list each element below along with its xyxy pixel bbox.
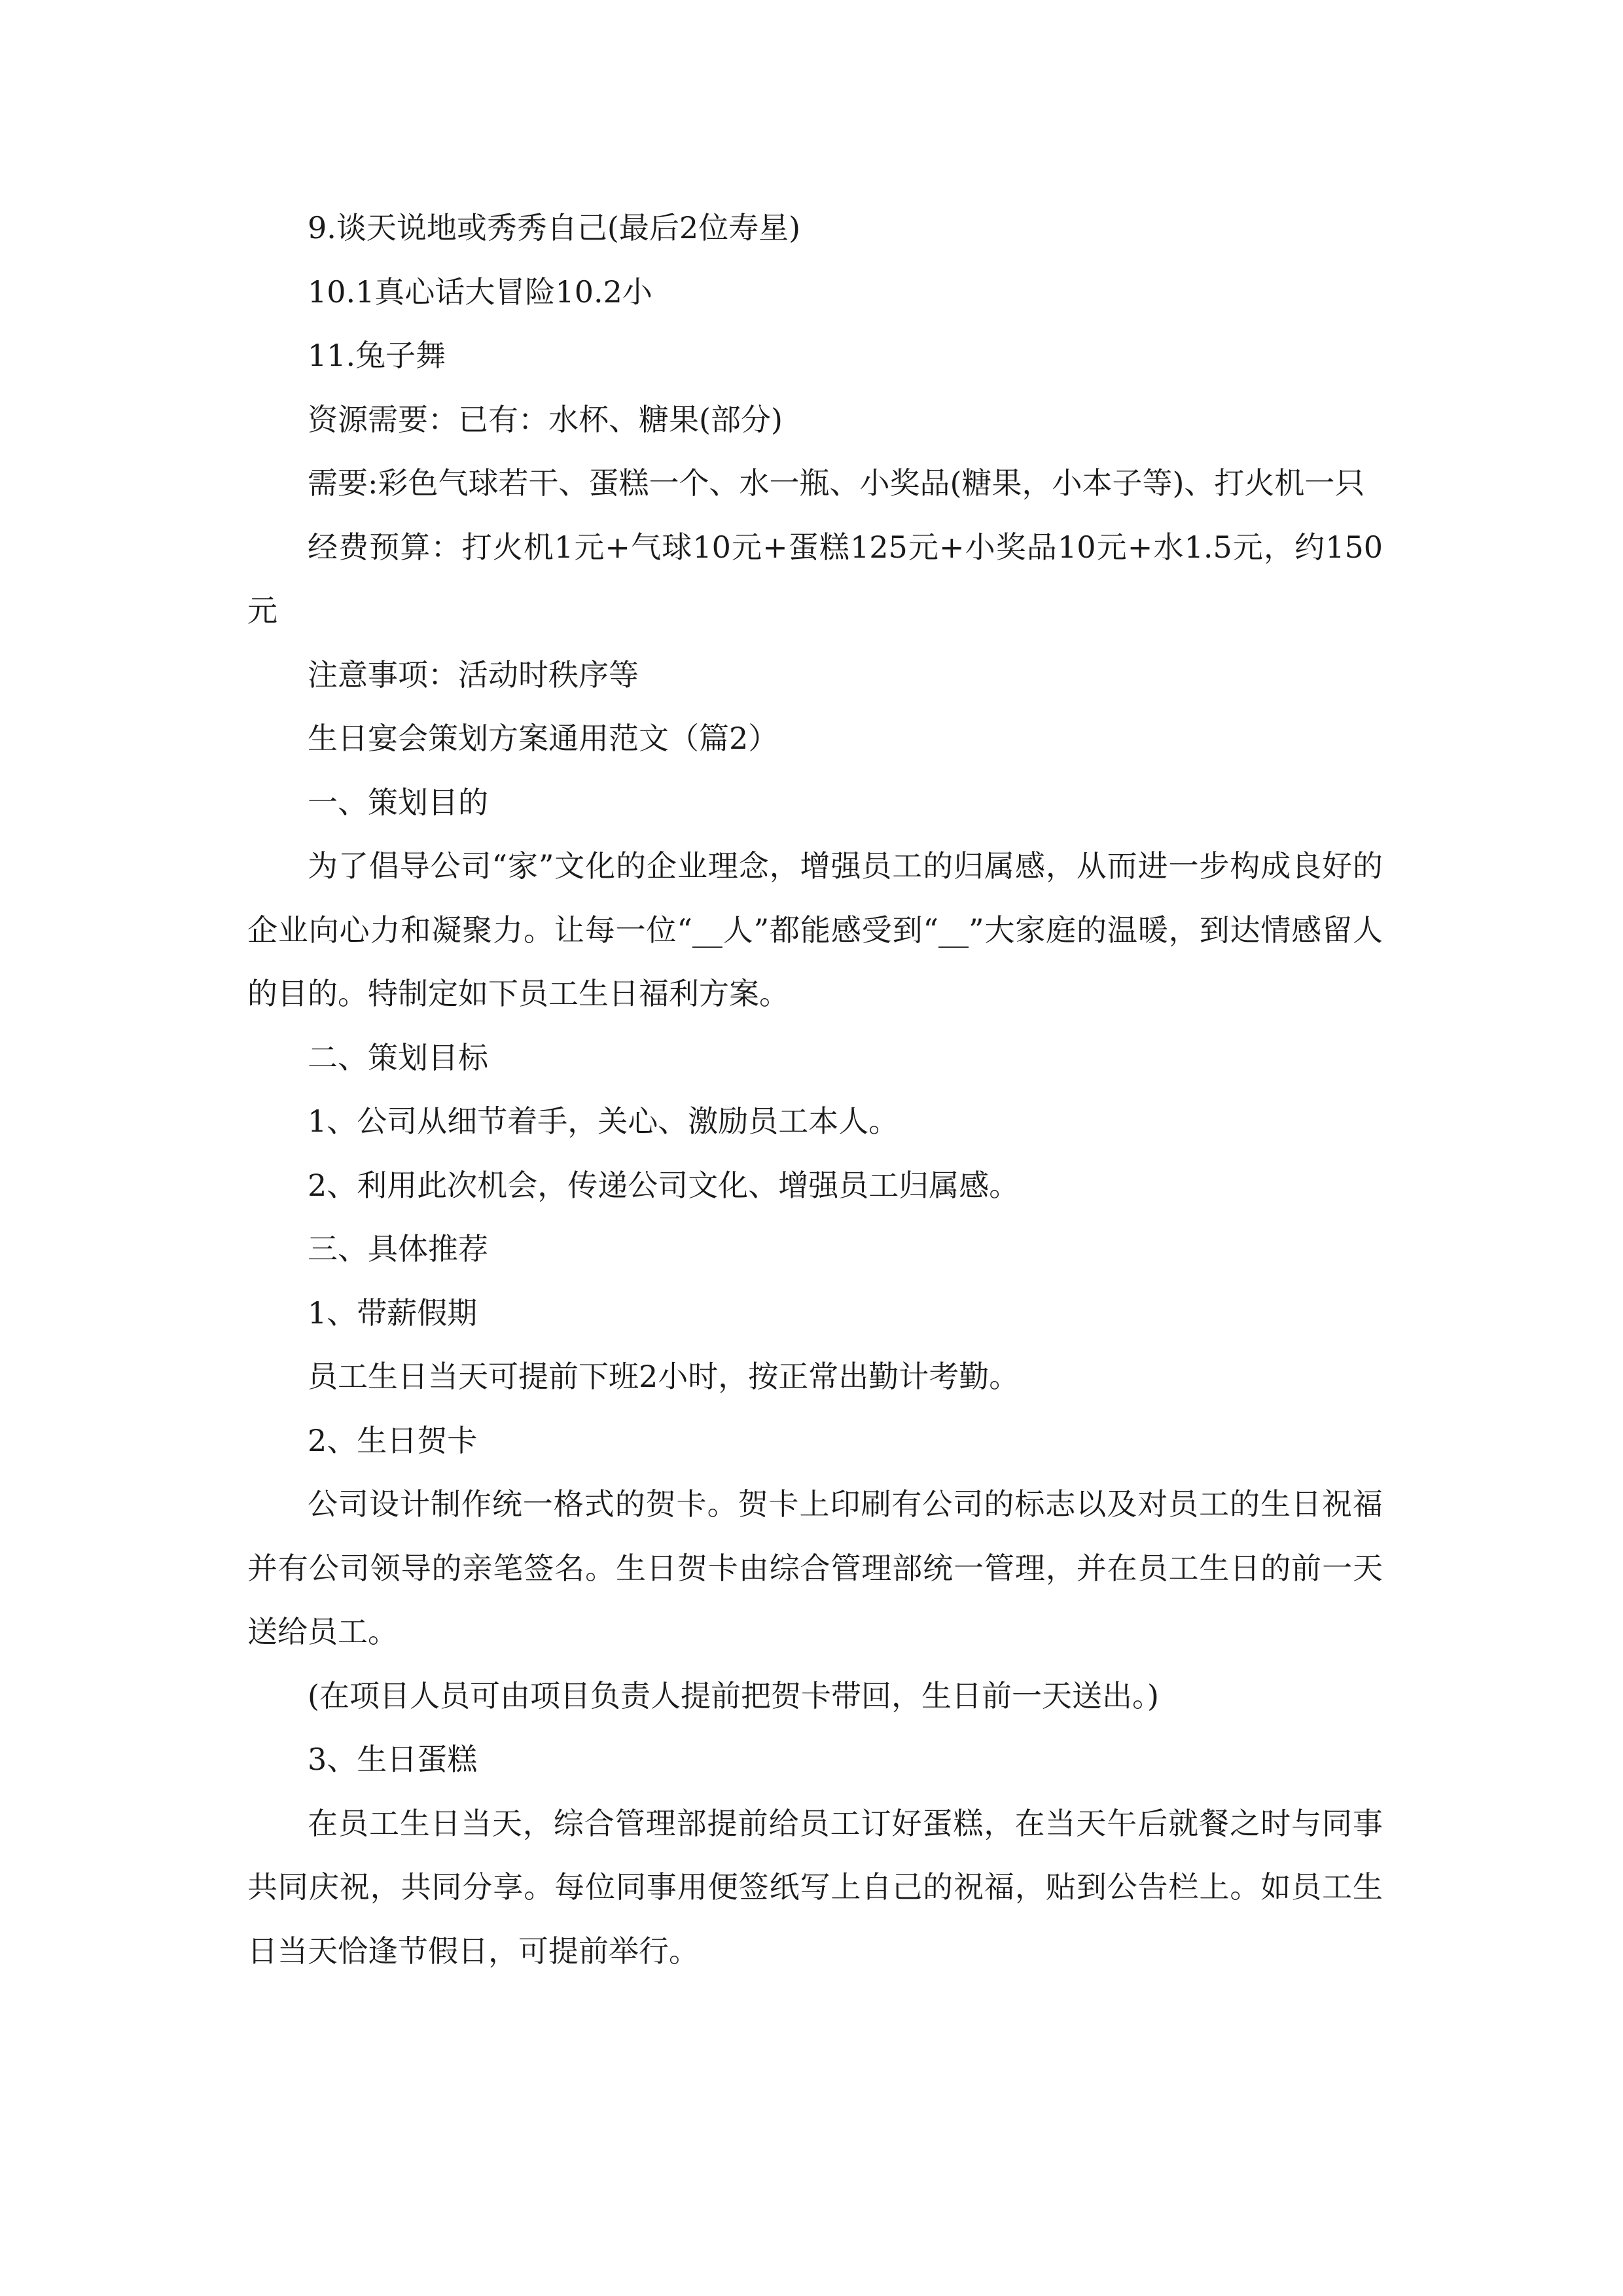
heading: 三、具体推荐 bbox=[308, 1231, 488, 1266]
document-body bbox=[247, 196, 1383, 1983]
section-title: 生日宴会策划方案通用范文（篇2） bbox=[308, 721, 779, 756]
heading: 二、策划目标 bbox=[308, 1039, 488, 1075]
heading: 一、策划目的 bbox=[308, 784, 488, 820]
paragraph: (在项目人员可由项目负责人提前把贺卡带回，生日前一天送出。) bbox=[308, 1677, 1159, 1713]
paragraph: 11.兔子舞 bbox=[308, 338, 446, 373]
paragraph: 9.谈天说地或秀秀自己(最后2位寿星) bbox=[308, 210, 801, 245]
subheading: 2、生日贺卡 bbox=[308, 1422, 478, 1458]
paragraph: 注意事项：活动时秩序等 bbox=[308, 656, 639, 692]
paragraph: 资源需要：已有：水杯、糖果(部分) bbox=[308, 401, 783, 437]
paragraph: 10.1真心话大冒险10.2小 bbox=[308, 274, 652, 310]
paragraph: 员工生日当天可提前下班2小时，按正常出勤计考勤。 bbox=[308, 1359, 1020, 1394]
subheading: 3、生日蛋糕 bbox=[308, 1742, 478, 1777]
paragraph: 1、公司从细节着手，关心、激励员工本人。 bbox=[308, 1103, 899, 1139]
paragraph: 公司设计制作统一格式的贺卡。贺卡上印刷有公司的标志以及对员工的生日祝福并有公司领导的亲笔签名。生日贺卡由综合管理部统一管理，并在员工生日的前一天送给员工。 bbox=[247, 1486, 1383, 1649]
subheading: 1、带薪假期 bbox=[308, 1295, 478, 1331]
paragraph: 需要:彩色气球若干、蛋糕一个、水一瓶、小奖品(糖果，小本子等)、打火机一只 bbox=[308, 465, 1365, 501]
paragraph: 2、利用此次机会，传递公司文化、增强员工归属感。 bbox=[308, 1167, 1020, 1203]
paragraph: 经费预算：打火机1元+气球10元+蛋糕125元+小奖品10元+水1.5元，约150元 bbox=[247, 529, 1383, 628]
paragraph: 为了倡导公司“家”文化的企业理念，增强员工的归属感，从而进一步构成良好的企业向心力和凝聚力。让每一位“__人”都能感受到“__”大家庭的温暖，到达情感留人的目的。特制定如下员工生日福利方案。 bbox=[247, 848, 1383, 1011]
paragraph: 在员工生日当天，综合管理部提前给员工订好蛋糕，在当天午后就餐之时与同事共同庆祝，共同分享。每位同事用便签纸写上自己的祝福，贴到公告栏上。如员工生日当天恰逢节假日，可提前举行。 bbox=[247, 1805, 1383, 1969]
